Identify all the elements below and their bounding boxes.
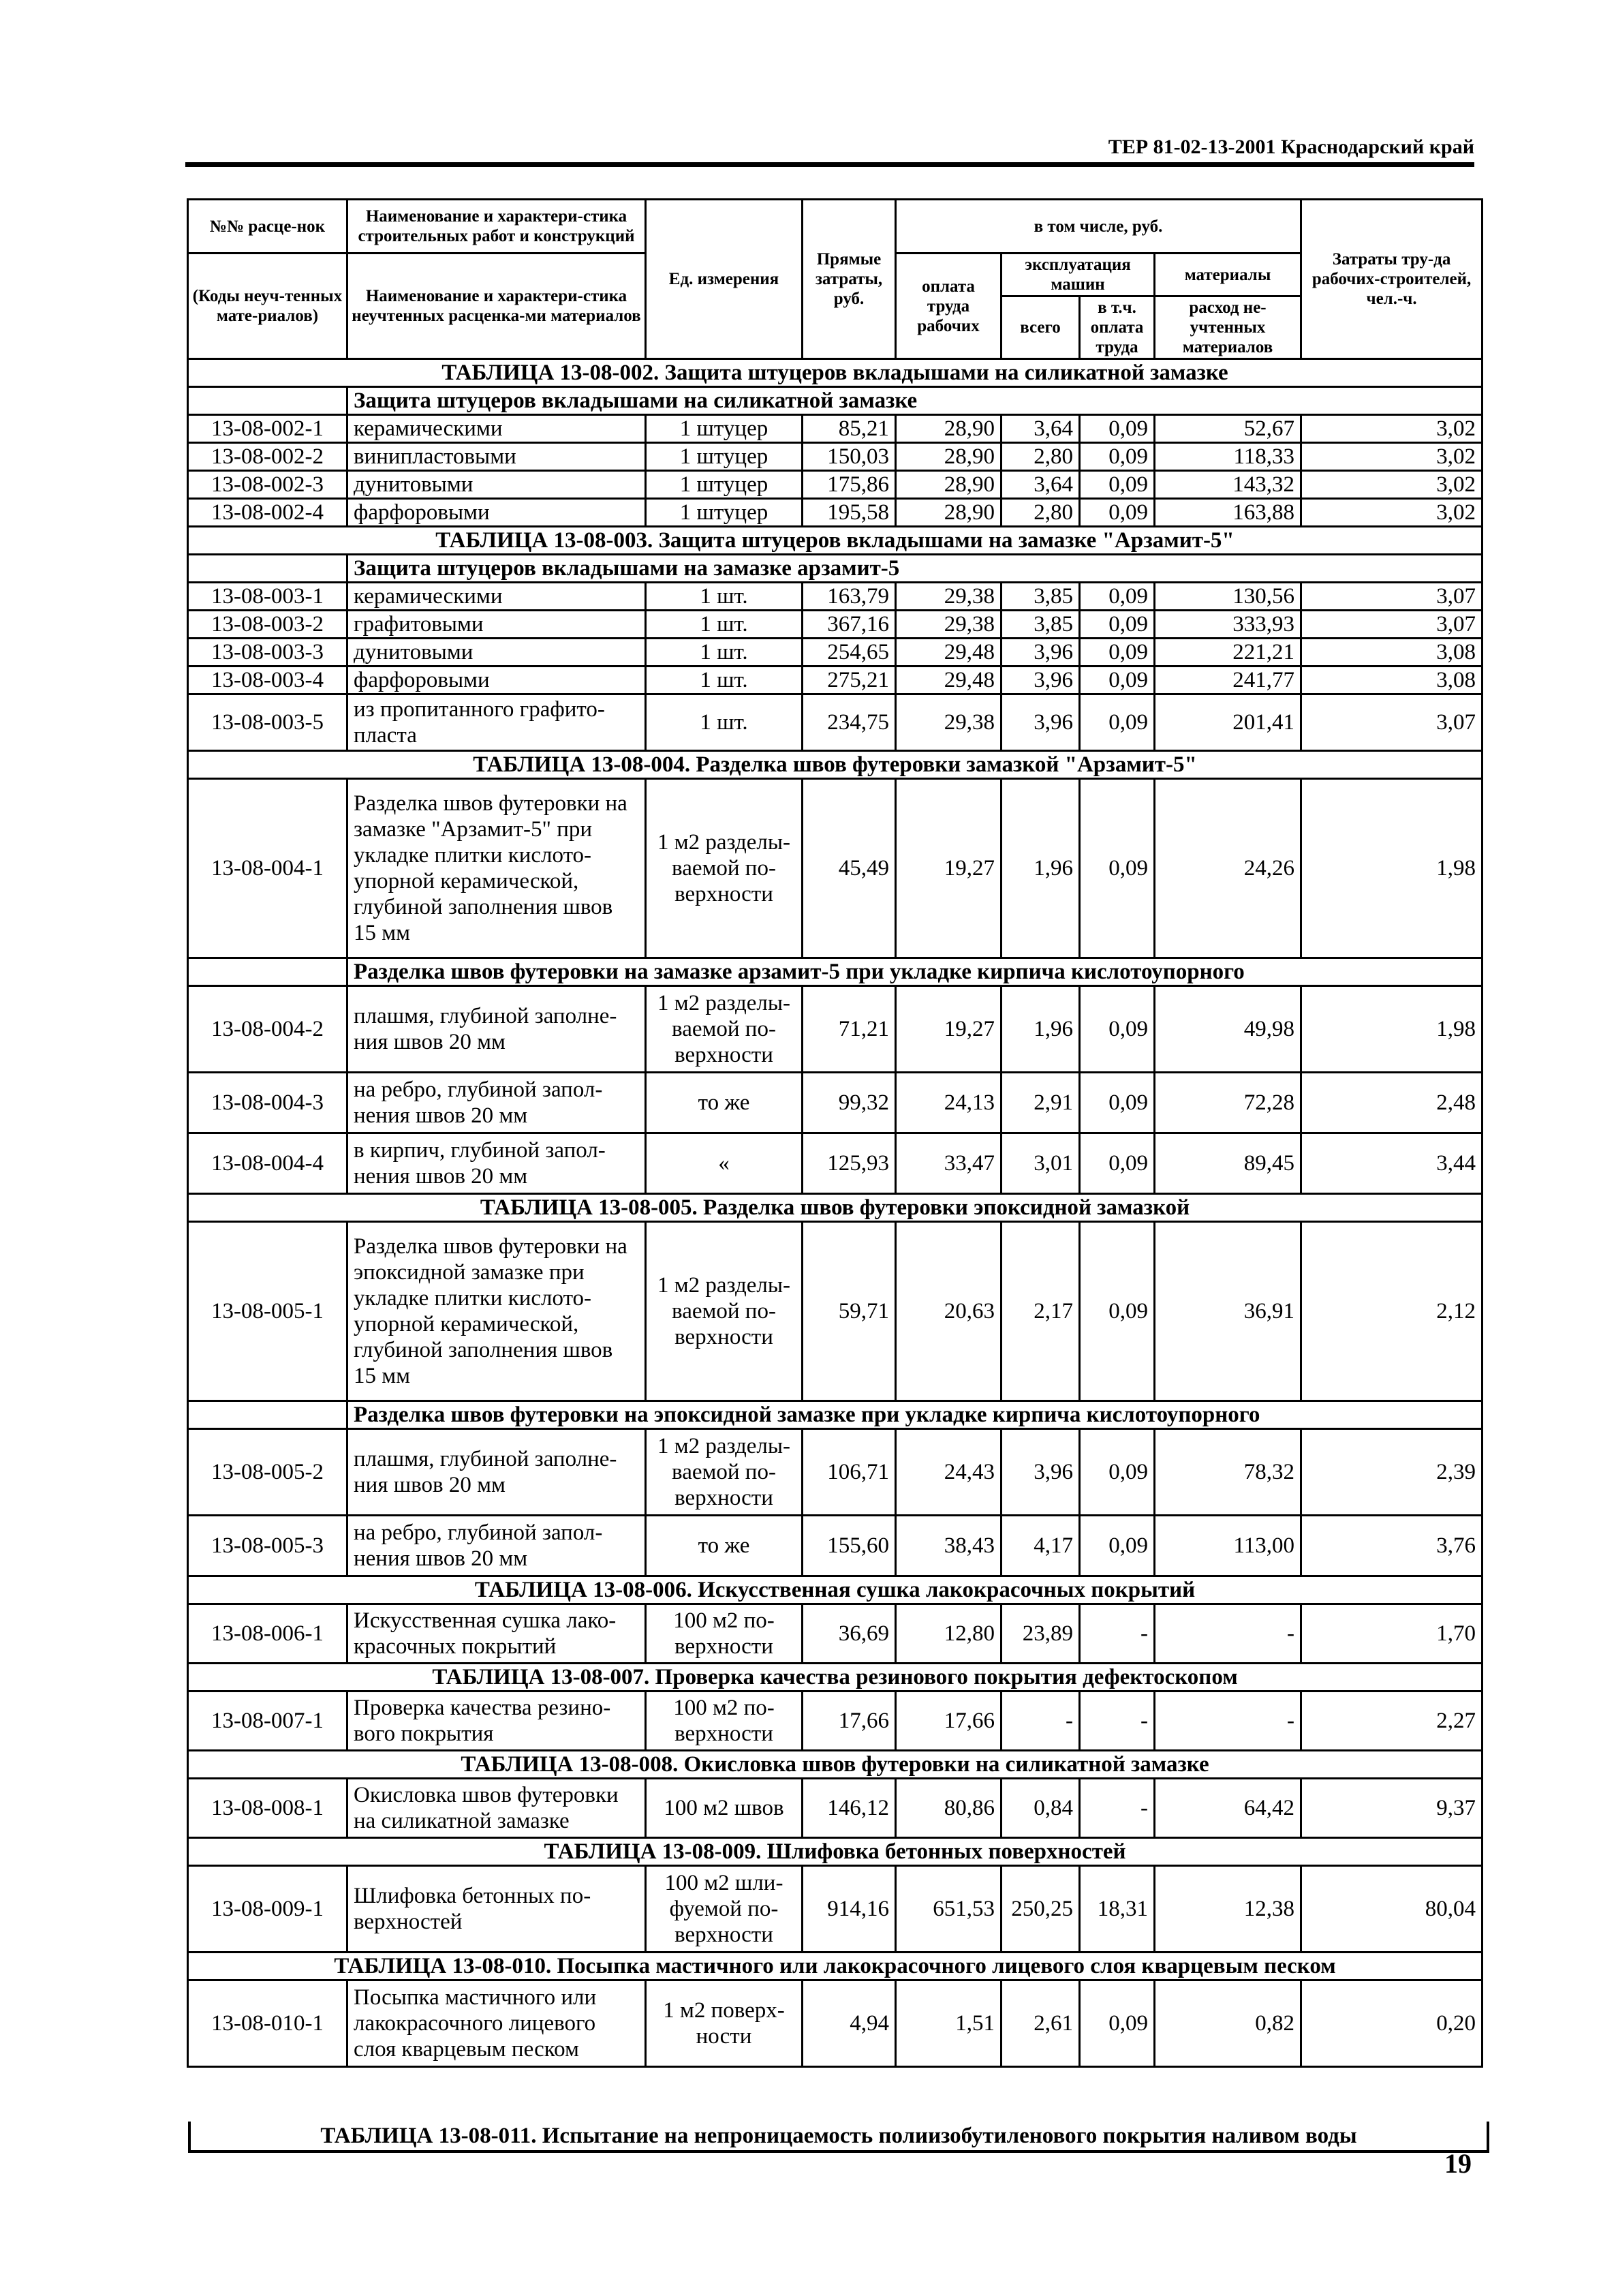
machines-total: -	[1002, 1692, 1080, 1751]
labor-pay: 19,27	[896, 986, 1002, 1073]
header-labor-cost: Затраты тру-да рабочих-строителей, чел.-ч.	[1301, 200, 1482, 359]
materials: 24,26	[1155, 779, 1301, 958]
direct-costs: 4,94	[803, 1980, 896, 2067]
work-name: дунитовыми	[347, 471, 646, 499]
price-code: 13-08-004-2	[188, 986, 347, 1073]
labor-pay: 33,47	[896, 1133, 1002, 1194]
unit: 1 м2 разделы-ваемой по-верхности	[646, 1429, 803, 1516]
table-row	[188, 1692, 1482, 1751]
work-name: дунитовыми	[347, 639, 646, 667]
labor-hours: 9,37	[1301, 1779, 1482, 1838]
direct-costs: 45,49	[803, 779, 896, 958]
table-row	[188, 471, 1482, 499]
labor-pay: 29,38	[896, 583, 1002, 611]
materials: 49,98	[1155, 986, 1301, 1073]
machines-total: 3,85	[1002, 611, 1080, 639]
machines-total: 3,96	[1002, 639, 1080, 667]
price-code: 13-08-005-1	[188, 1222, 347, 1401]
table-body	[188, 359, 1482, 2067]
work-name: плашмя, глубиной заполне-ния швов 20 мм	[347, 986, 646, 1073]
table-row	[188, 667, 1482, 694]
table-row	[188, 1980, 1482, 2067]
table-row	[188, 611, 1482, 639]
machines-total: 3,64	[1002, 471, 1080, 499]
table-section-title	[188, 751, 1482, 779]
machines-total: 3,64	[1002, 415, 1080, 443]
machines-labor-pay: 0,09	[1080, 1073, 1155, 1133]
materials: 72,28	[1155, 1073, 1301, 1133]
unit: 100 м2 швов	[646, 1779, 803, 1838]
labor-hours: 80,04	[1301, 1866, 1482, 1953]
materials: 12,38	[1155, 1866, 1301, 1953]
direct-costs: 17,66	[803, 1692, 896, 1751]
work-name: Разделка швов футеровки на эпоксидной замазке при укладке плитки кислото-упорной керамической, глубиной заполнения швов 15 мм	[347, 1222, 646, 1401]
work-name: Шлифовка бетонных по-верхностей	[347, 1866, 646, 1953]
machines-total: 2,17	[1002, 1222, 1080, 1401]
header-rule	[185, 162, 1474, 167]
table-section-title	[188, 1953, 1482, 1980]
labor-hours: 2,39	[1301, 1429, 1482, 1516]
table-row	[188, 986, 1482, 1073]
direct-costs: 99,32	[803, 1073, 896, 1133]
machines-labor-pay: -	[1080, 1692, 1155, 1751]
labor-hours: 2,48	[1301, 1073, 1482, 1133]
work-name: керамическими	[347, 415, 646, 443]
price-code: 13-08-002-3	[188, 471, 347, 499]
group-spacer	[188, 958, 347, 986]
labor-pay: 80,86	[896, 1779, 1002, 1838]
section-title: ТАБЛИЦА 13-08-006. Искусственная сушка лакокрасочных покрытий	[188, 1576, 1482, 1604]
labor-pay: 651,53	[896, 1866, 1002, 1953]
machines-total: 23,89	[1002, 1604, 1080, 1664]
unit: 1 м2 поверх-ности	[646, 1980, 803, 2067]
direct-costs: 367,16	[803, 611, 896, 639]
machines-total: 4,17	[1002, 1516, 1080, 1576]
work-name: на ребро, глубиной запол-нения швов 20 мм	[347, 1073, 646, 1133]
price-code: 13-08-004-4	[188, 1133, 347, 1194]
section-title: ТАБЛИЦА 13-08-003. Защита штуцеров вкладышами на замазке "Арзамит-5"	[188, 527, 1482, 555]
labor-pay: 19,27	[896, 779, 1002, 958]
direct-costs: 36,69	[803, 1604, 896, 1664]
group-spacer	[188, 387, 347, 415]
price-code: 13-08-005-3	[188, 1516, 347, 1576]
machines-total: 3,85	[1002, 583, 1080, 611]
table-row	[188, 1222, 1482, 1401]
work-name: фарфоровыми	[347, 667, 646, 694]
work-name: винипластовыми	[347, 443, 646, 471]
direct-costs: 85,21	[803, 415, 896, 443]
machines-total: 3,96	[1002, 667, 1080, 694]
unit: 1 шт.	[646, 583, 803, 611]
machines-total: 1,96	[1002, 986, 1080, 1073]
machines-total: 2,61	[1002, 1980, 1080, 2067]
table-section-title	[188, 359, 1482, 387]
unit: 1 шт.	[646, 639, 803, 667]
price-code: 13-08-003-1	[188, 583, 347, 611]
work-name: керамическими	[347, 583, 646, 611]
labor-pay: 29,48	[896, 639, 1002, 667]
materials: 64,42	[1155, 1779, 1301, 1838]
materials: 0,82	[1155, 1980, 1301, 2067]
section-title: ТАБЛИЦА 13-08-002. Защита штуцеров вкладышами на силикатной замазке	[188, 359, 1482, 387]
header-including: в том числе, руб.	[896, 200, 1301, 254]
materials: 78,32	[1155, 1429, 1301, 1516]
header-direct-costs: Прямые затраты, руб.	[803, 200, 896, 359]
price-code: 13-08-007-1	[188, 1692, 347, 1751]
machines-total: 3,96	[1002, 694, 1080, 751]
materials: -	[1155, 1604, 1301, 1664]
group-heading-row	[188, 1401, 1482, 1429]
table-row	[188, 694, 1482, 751]
work-name: на ребро, глубиной запол-нения швов 20 мм	[347, 1516, 646, 1576]
table-row	[188, 499, 1482, 527]
table-row	[188, 443, 1482, 471]
work-name: фарфоровыми	[347, 499, 646, 527]
materials: 89,45	[1155, 1133, 1301, 1194]
section-title: ТАБЛИЦА 13-08-005. Разделка швов футеровки эпоксидной замазкой	[188, 1194, 1482, 1222]
machines-labor-pay: 0,09	[1080, 1429, 1155, 1516]
price-code: 13-08-010-1	[188, 1980, 347, 2067]
materials: 333,93	[1155, 611, 1301, 639]
table-row	[188, 583, 1482, 611]
labor-hours: 3,02	[1301, 471, 1482, 499]
direct-costs: 150,03	[803, 443, 896, 471]
unit: 1 штуцер	[646, 471, 803, 499]
group-heading-row	[188, 958, 1482, 986]
table-section-title	[188, 1664, 1482, 1692]
machines-total: 2,91	[1002, 1073, 1080, 1133]
work-name: из пропитанного графито-пласта	[347, 694, 646, 751]
table-section-title	[188, 1838, 1482, 1866]
unit: 100 м2 по-верхности	[646, 1604, 803, 1664]
section-title: ТАБЛИЦА 13-08-010. Посыпка мастичного или лакокрасочного лицевого слоя кварцевым песком	[188, 1953, 1482, 1980]
labor-pay: 24,13	[896, 1073, 1002, 1133]
labor-pay: 24,43	[896, 1429, 1002, 1516]
work-name: Проверка качества резино-вого покрытия	[347, 1692, 646, 1751]
labor-hours: 2,27	[1301, 1692, 1482, 1751]
document-code: ТЕР 81-02-13-2001 Краснодарский край	[1108, 136, 1474, 158]
machines-labor-pay: 0,09	[1080, 667, 1155, 694]
labor-hours: 3,07	[1301, 583, 1482, 611]
machines-total: 0,84	[1002, 1779, 1080, 1838]
unit: 100 м2 шли-фуемой по-верхности	[646, 1866, 803, 1953]
price-code: 13-08-004-3	[188, 1073, 347, 1133]
machines-labor-pay: 18,31	[1080, 1866, 1155, 1953]
machines-labor-pay: 0,09	[1080, 1222, 1155, 1401]
labor-hours: 3,76	[1301, 1516, 1482, 1576]
group-heading: Разделка швов футеровки на эпоксидной замазке при укладке кирпича кислотоупорного	[347, 1401, 1482, 1429]
machines-total: 2,80	[1002, 499, 1080, 527]
section-title: ТАБЛИЦА 13-08-009. Шлифовка бетонных поверхностей	[188, 1838, 1482, 1866]
labor-hours: 3,02	[1301, 499, 1482, 527]
unit: то же	[646, 1073, 803, 1133]
price-code: 13-08-009-1	[188, 1866, 347, 1953]
section-title: ТАБЛИЦА 13-08-008. Окисловка швов футеровки на силикатной замазке	[188, 1751, 1482, 1779]
unit: 1 шт.	[646, 611, 803, 639]
group-spacer	[188, 555, 347, 583]
table-row	[188, 639, 1482, 667]
labor-pay: 1,51	[896, 1980, 1002, 2067]
page-number: 19	[1444, 2148, 1472, 2179]
machines-labor-pay: 0,09	[1080, 443, 1155, 471]
labor-pay: 17,66	[896, 1692, 1002, 1751]
materials: 118,33	[1155, 443, 1301, 471]
labor-hours: 3,08	[1301, 639, 1482, 667]
labor-hours: 2,12	[1301, 1222, 1482, 1401]
price-code: 13-08-003-2	[188, 611, 347, 639]
work-name: плашмя, глубиной заполне-ния швов 20 мм	[347, 1429, 646, 1516]
direct-costs: 146,12	[803, 1779, 896, 1838]
unit: 1 м2 разделы-ваемой по-верхности	[646, 986, 803, 1073]
materials: 221,21	[1155, 639, 1301, 667]
work-name: графитовыми	[347, 611, 646, 639]
table-row	[188, 1073, 1482, 1133]
unit: 1 м2 разделы-ваемой по-верхности	[646, 1222, 803, 1401]
machines-labor-pay: 0,09	[1080, 471, 1155, 499]
materials: 143,32	[1155, 471, 1301, 499]
labor-pay: 28,90	[896, 443, 1002, 471]
price-code: 13-08-002-2	[188, 443, 347, 471]
table-section-title	[188, 1576, 1482, 1604]
labor-hours: 3,02	[1301, 415, 1482, 443]
machines-labor-pay: 0,09	[1080, 694, 1155, 751]
labor-hours: 3,02	[1301, 443, 1482, 471]
unit: 100 м2 по-верхности	[646, 1692, 803, 1751]
direct-costs: 155,60	[803, 1516, 896, 1576]
labor-pay: 29,48	[896, 667, 1002, 694]
price-code: 13-08-003-4	[188, 667, 347, 694]
table-row	[188, 1866, 1482, 1953]
table-row	[188, 1429, 1482, 1516]
direct-costs: 195,58	[803, 499, 896, 527]
price-code: 13-08-005-2	[188, 1429, 347, 1516]
direct-costs: 71,21	[803, 986, 896, 1073]
header-machines-total: всего	[1002, 296, 1080, 359]
labor-hours: 3,07	[1301, 611, 1482, 639]
materials: 36,91	[1155, 1222, 1301, 1401]
price-code: 13-08-003-5	[188, 694, 347, 751]
table-row	[188, 779, 1482, 958]
machines-total: 2,80	[1002, 443, 1080, 471]
machines-labor-pay: -	[1080, 1604, 1155, 1664]
table-row	[188, 415, 1482, 443]
next-table-title: ТАБЛИЦА 13-08-011. Испытание на непроницаемость полиизобутиленового покрытия наливом воды	[188, 2122, 1489, 2153]
labor-pay: 29,38	[896, 611, 1002, 639]
labor-pay: 20,63	[896, 1222, 1002, 1401]
machines-labor-pay: 0,09	[1080, 779, 1155, 958]
machines-labor-pay: 0,09	[1080, 1980, 1155, 2067]
labor-hours: 3,44	[1301, 1133, 1482, 1194]
materials: 241,77	[1155, 667, 1301, 694]
unit: 1 штуцер	[646, 499, 803, 527]
labor-pay: 28,90	[896, 415, 1002, 443]
header-name-materials: Наименование и характери-стика неучтенных расценка-ми материалов	[347, 254, 646, 359]
labor-pay: 29,38	[896, 694, 1002, 751]
price-code: 13-08-006-1	[188, 1604, 347, 1664]
materials: 113,00	[1155, 1516, 1301, 1576]
labor-pay: 28,90	[896, 499, 1002, 527]
work-name: Искусственная сушка лако-красочных покрытий	[347, 1604, 646, 1664]
direct-costs: 106,71	[803, 1429, 896, 1516]
machines-labor-pay: 0,09	[1080, 1516, 1155, 1576]
direct-costs: 914,16	[803, 1866, 896, 1953]
group-spacer	[188, 1401, 347, 1429]
labor-hours: 3,07	[1301, 694, 1482, 751]
direct-costs: 234,75	[803, 694, 896, 751]
direct-costs: 175,86	[803, 471, 896, 499]
header-code-materials: (Коды неуч-тенных мате-риалов)	[188, 254, 347, 359]
header-name: Наименование и характери-стика строительных работ и конструкций	[347, 200, 646, 254]
section-title: ТАБЛИЦА 13-08-004. Разделка швов футеровки замазкой "Арзамит-5"	[188, 751, 1482, 779]
direct-costs: 254,65	[803, 639, 896, 667]
group-heading-row	[188, 387, 1482, 415]
machines-total: 1,96	[1002, 779, 1080, 958]
machines-labor-pay: 0,09	[1080, 1133, 1155, 1194]
materials: 201,41	[1155, 694, 1301, 751]
work-name: Посыпка мастичного или лакокрасочного лицевого слоя кварцевым песком	[347, 1980, 646, 2067]
materials: 52,67	[1155, 415, 1301, 443]
table-section-title	[188, 1751, 1482, 1779]
work-name: Окисловка швов футеровки на силикатной замазке	[347, 1779, 646, 1838]
direct-costs: 59,71	[803, 1222, 896, 1401]
machines-labor-pay: 0,09	[1080, 499, 1155, 527]
table-row	[188, 1133, 1482, 1194]
machines-labor-pay: 0,09	[1080, 986, 1155, 1073]
machines-labor-pay: 0,09	[1080, 639, 1155, 667]
materials: -	[1155, 1692, 1301, 1751]
machines-labor-pay: -	[1080, 1779, 1155, 1838]
group-heading-row	[188, 555, 1482, 583]
unit: 1 шт.	[646, 694, 803, 751]
machines-labor-pay: 0,09	[1080, 415, 1155, 443]
table-section-title	[188, 527, 1482, 555]
unit: «	[646, 1133, 803, 1194]
group-heading: Разделка швов футеровки на замазке арзамит-5 при укладке кирпича кислотоупорного	[347, 958, 1482, 986]
price-code: 13-08-002-4	[188, 499, 347, 527]
group-heading: Защита штуцеров вкладышами на замазке арзамит-5	[347, 555, 1482, 583]
work-name: в кирпич, глубиной запол-нения швов 20 мм	[347, 1133, 646, 1194]
header-labor-pay: оплата труда рабочих	[896, 254, 1002, 359]
materials: 130,56	[1155, 583, 1301, 611]
section-title: ТАБЛИЦА 13-08-007. Проверка качества резинового покрытия дефектоскопом	[188, 1664, 1482, 1692]
machines-total: 3,01	[1002, 1133, 1080, 1194]
machines-labor-pay: 0,09	[1080, 611, 1155, 639]
labor-hours: 1,98	[1301, 779, 1482, 958]
price-table	[187, 198, 1483, 2068]
direct-costs: 275,21	[803, 667, 896, 694]
labor-pay: 28,90	[896, 471, 1002, 499]
work-name: Разделка швов футеровки на замазке "Арзамит-5" при укладке плитки кислото-упорной керамической, глубиной заполнения швов 15 мм	[347, 779, 646, 958]
machines-total: 250,25	[1002, 1866, 1080, 1953]
header-materials-unaccounted: расход не-учтенных материалов	[1155, 296, 1301, 359]
table-section-title	[188, 1194, 1482, 1222]
table-row	[188, 1516, 1482, 1576]
header-materials: материалы	[1155, 254, 1301, 296]
machines-labor-pay: 0,09	[1080, 583, 1155, 611]
unit: 1 штуцер	[646, 443, 803, 471]
group-heading: Защита штуцеров вкладышами на силикатной замазке	[347, 387, 1482, 415]
header-machines: эксплуатация машин	[1002, 254, 1155, 296]
table-row	[188, 1604, 1482, 1664]
table-row	[188, 1779, 1482, 1838]
labor-hours: 1,70	[1301, 1604, 1482, 1664]
header-code: №№ расце-нок	[188, 200, 347, 254]
machines-total: 3,96	[1002, 1429, 1080, 1516]
header-unit: Ед. измерения	[646, 200, 803, 359]
price-code: 13-08-002-1	[188, 415, 347, 443]
labor-pay: 12,80	[896, 1604, 1002, 1664]
direct-costs: 125,93	[803, 1133, 896, 1194]
unit: 1 штуцер	[646, 415, 803, 443]
table-header	[188, 200, 1482, 359]
price-code: 13-08-003-3	[188, 639, 347, 667]
price-code: 13-08-008-1	[188, 1779, 347, 1838]
unit: 1 м2 разделы-ваемой по-верхности	[646, 779, 803, 958]
labor-hours: 3,08	[1301, 667, 1482, 694]
direct-costs: 163,79	[803, 583, 896, 611]
labor-hours: 1,98	[1301, 986, 1482, 1073]
labor-pay: 38,43	[896, 1516, 1002, 1576]
labor-hours: 0,20	[1301, 1980, 1482, 2067]
unit: 1 шт.	[646, 667, 803, 694]
price-code: 13-08-004-1	[188, 779, 347, 958]
materials: 163,88	[1155, 499, 1301, 527]
header-machines-labor: в т.ч. оплата труда	[1080, 296, 1155, 359]
unit: то же	[646, 1516, 803, 1576]
